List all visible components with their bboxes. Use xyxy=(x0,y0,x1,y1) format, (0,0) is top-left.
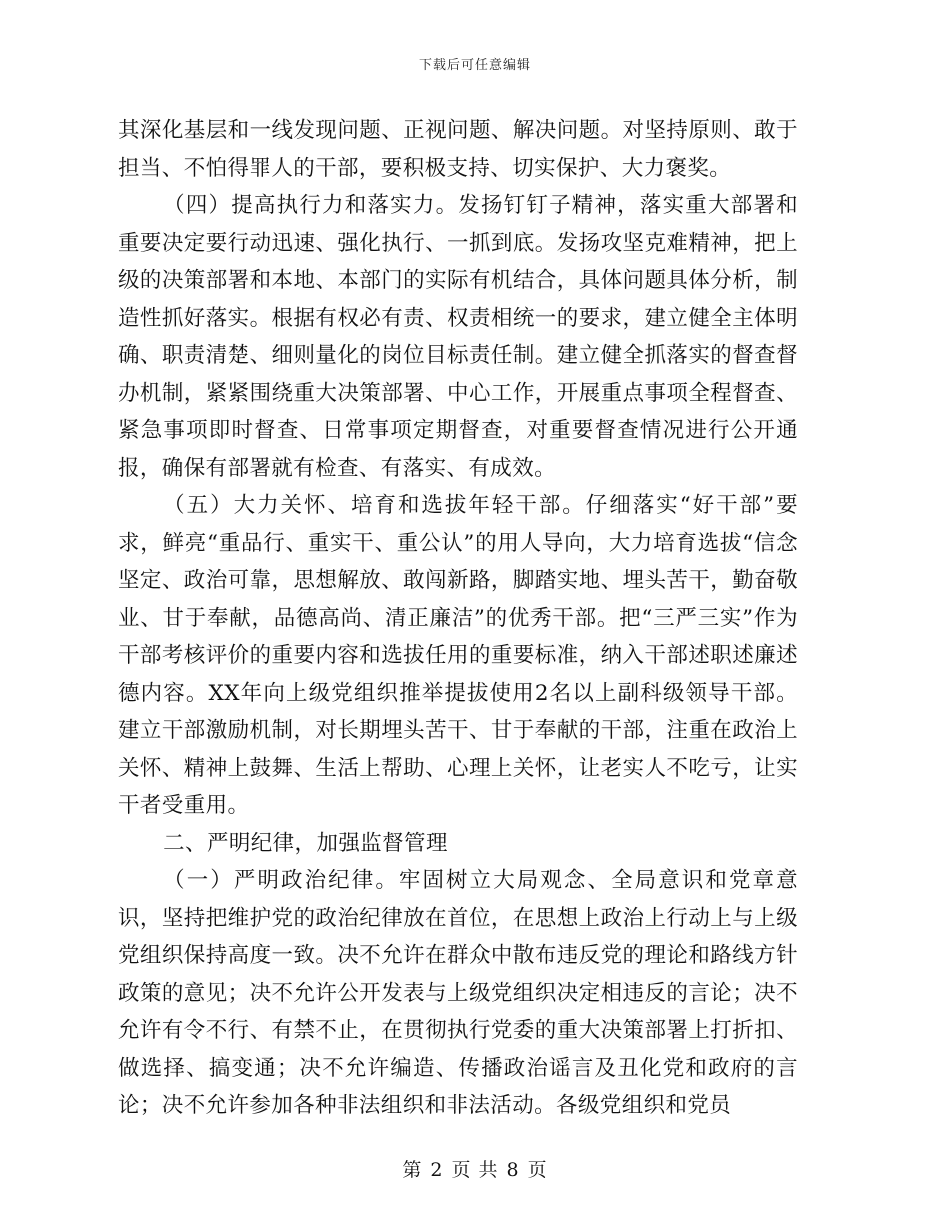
paragraph-section-5: （五）大力关怀、培育和选拔年轻干部。仔细落实“好干部”要求，鲜亮“重品行、重实干、重公认”的用人导向，大力培育选拔“信念坚定、政治可靠，思想解放、敢闯新路，脚踏实地、埋头苦干，勤奋敬业、甘于奉献，品德高尚、清正廉洁”的优秀干部。把“三严三实”作为干部考核评价的重要内容和选拔任用的重要标准，纳入干部述职述廉述德内容。XX年向上级党组织推举提拔使用2名以上副科级领导干部。建立干部激励机制，对长期埋头苦干、甘于奉献的干部，注重在政治上关怀、精神上鼓舞、生活上帮助、心理上关怀，让老实人不吃亏，让实干者受重用。 xyxy=(118,493,798,818)
document-body xyxy=(118,112,798,1125)
section-heading-2: 二、严明纪律，加强监督管理 xyxy=(163,830,448,856)
footer-total-pages: 8 xyxy=(506,1159,520,1181)
footer-suffix: 页 xyxy=(527,1159,548,1181)
page-header-note: 下载后可任意编辑 xyxy=(418,58,531,73)
footer-mid: 页 共 xyxy=(451,1159,499,1181)
footer-prefix: 第 xyxy=(402,1159,423,1181)
paragraph-continuation: 其深化基层和一线发现问题、正视问题、解决问题。对坚持原则、敢于担当、不怕得罪人的干部，要积极支持、切实保护、大力褒奖。 xyxy=(118,118,798,181)
paragraph-section-2-1: （一）严明政治纪律。牢固树立大局观念、全局意识和党章意识，坚持把维护党的政治纪律放在首位，在思想上政治上行动上与上级党组织保持高度一致。决不允许在群众中散布违反党的理论和路线方针政策的意见；决不允许公开发表与上级党组织决定相违反的言论；决不允许有令不行、有禁不止，在贯彻执行党委的重大决策部署上打折扣、做选择、搞变通；决不允许编造、传播政治谣言及丑化党和政府的言论；决不允许参加各种非法组织和非法活动。各级党组织和党员 xyxy=(118,868,798,1118)
footer-page-number: 2 xyxy=(430,1159,444,1181)
paragraph-section-4: （四）提高执行力和落实力。发扬钉钉子精神，落实重大部署和重要决定要行动迅速、强化执行、一抓到底。发扬攻坚克难精神，把上级的决策部署和本地、本部门的实际有机结合，具体问题具体分析，制造性抓好落实。根据有权必有责、权责相统一的要求，建立健全主体明确、职责清楚、细则量化的岗位目标责任制。建立健全抓落实的督查督办机制，紧紧围绕重大决策部署、中心工作，开展重点事项全程督查、紧急事项即时督查、日常事项定期督查，对重要督查情况进行公开通报，确保有部署就有检查、有落实、有成效。 xyxy=(118,193,798,481)
page-footer xyxy=(0,1155,950,1182)
